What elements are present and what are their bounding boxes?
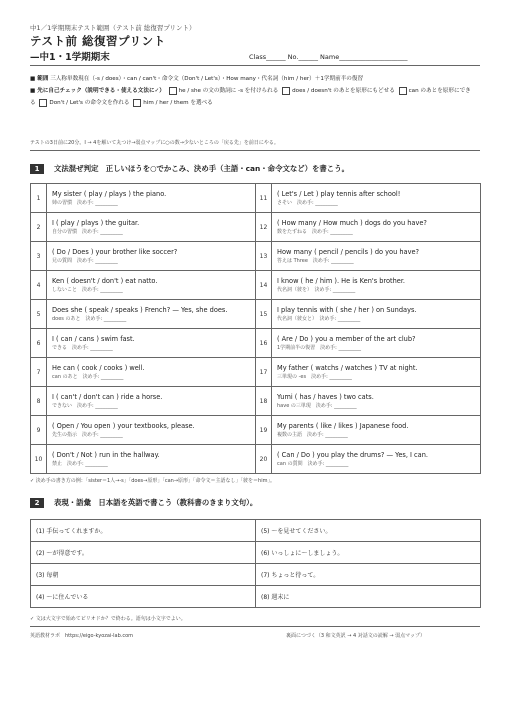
class-name-line: Class______ No.______ Name_____________________: [249, 53, 408, 61]
self-check-checkbox-1[interactable]: [169, 87, 177, 95]
question-hint: さそい 決め手: _________: [277, 200, 338, 206]
document-title: テスト前 総復習プリント: [30, 34, 166, 48]
question-sentence: ( Don't / Not ) run in the hallway.: [52, 451, 160, 459]
question-hint: 禁止 決め手: _________: [52, 461, 108, 467]
question-hint: 代名詞（彼を） 決め手: _________: [277, 287, 356, 293]
question-cell[interactable]: [47, 300, 256, 329]
question-sentence: ( Can / Do ) you play the drums? — Yes, I can.: [277, 451, 429, 459]
section-1-footnote: ✓ 決め手の書き方の例：「sister＝1人→-s」「does→原形」「can→原形」「命令文＝主語なし」「彼を＝him」。: [30, 478, 275, 484]
expression-item[interactable]: (6) いっしょに～しましょう。: [256, 542, 481, 564]
question-cell[interactable]: [272, 213, 481, 242]
question-number: 4: [31, 271, 47, 300]
question-sentence: ( Let's / Let ) play tennis after school!: [277, 190, 401, 198]
question-hint: しないこと 決め手: _________: [52, 287, 123, 293]
question-cell[interactable]: [47, 387, 256, 416]
question-number: 3: [31, 242, 47, 271]
question-hint: 姉の習慣 決め手: _________: [52, 200, 118, 206]
question-sentence: My sister ( play / plays ) the piano.: [52, 190, 167, 198]
expression-item[interactable]: (3) 毎朝: [31, 564, 256, 586]
question-number: 18: [256, 387, 272, 416]
footer-divider: [30, 626, 480, 627]
question-cell[interactable]: [47, 329, 256, 358]
expression-item[interactable]: (5) ～を見せてください。: [256, 520, 481, 542]
info-divider: [30, 150, 480, 151]
expression-row: [31, 564, 481, 586]
question-sentence: He can ( cook / cooks ) well.: [52, 364, 145, 372]
self-check-item-5: him / her / them を選べる: [143, 100, 213, 106]
question-cell[interactable]: [47, 213, 256, 242]
question-cell[interactable]: [47, 358, 256, 387]
question-sentence: Yumi ( has / haves ) two cats.: [277, 393, 374, 401]
expression-row: [31, 520, 481, 542]
scope-line: [30, 73, 475, 85]
question-row: [31, 271, 481, 300]
question-cell[interactable]: [272, 445, 481, 474]
question-cell[interactable]: [272, 242, 481, 271]
question-cell[interactable]: [47, 184, 256, 213]
question-number: 8: [31, 387, 47, 416]
question-cell[interactable]: [272, 300, 481, 329]
question-cell[interactable]: [272, 387, 481, 416]
section-2-title: 表現・語彙 日本語を英語で書こう（教科書のきまり文句）。: [54, 498, 258, 507]
expression-item[interactable]: (2) ～が得意です。: [31, 542, 256, 564]
question-number: 16: [256, 329, 272, 358]
section-1-heading: [30, 163, 349, 174]
header-divider: [30, 65, 480, 66]
question-sentence: ( Do / Does ) your brother like soccer?: [52, 248, 178, 256]
question-hint: できる 決め手: _________: [52, 345, 113, 351]
question-sentence: ( How many / How much ) dogs do you have?: [277, 219, 427, 227]
question-hint: 数をたずねる 決め手: _________: [277, 229, 353, 235]
document-subtitle: 中1／1学期期末テスト範囲（テスト前 総復習プリント）: [30, 24, 196, 32]
question-cell[interactable]: [47, 445, 256, 474]
question-hint: できない 決め手: _________: [52, 403, 118, 409]
question-hint: 答えは Three 決め手: _________: [277, 258, 354, 264]
question-number: 12: [256, 213, 272, 242]
section-1-title: 文法混ぜ判定 正しいほうを○でかこみ、決め手（主語・can・命令文など）を書こう。: [54, 164, 349, 173]
question-cell[interactable]: [47, 271, 256, 300]
self-check-checkbox-5[interactable]: [133, 99, 141, 107]
expression-row: [31, 542, 481, 564]
question-cell[interactable]: [272, 329, 481, 358]
grammar-question-table: [30, 183, 481, 474]
section-2-footnote: ✓ 文は大文字で始めてピリオドか？で終わる。語句は小文字でよい。: [30, 616, 186, 622]
question-cell[interactable]: [272, 416, 481, 445]
scope-text: 三人称単数現在（-s / does）・can / can't・命令文（Don't / Let's）・How many・代名詞（him / her）＋1学期前半の復習: [50, 76, 364, 82]
self-check-checkbox-3[interactable]: [399, 87, 407, 95]
question-sentence: How many ( pencil / pencils ) do you have?: [277, 248, 420, 256]
question-number: 2: [31, 213, 47, 242]
question-hint: 1学期前半の復習 決め手: _________: [277, 345, 361, 351]
question-row: [31, 387, 481, 416]
self-check-item-3: can のあとを原形にできる: [30, 88, 471, 106]
question-number: 6: [31, 329, 47, 358]
footer-continue-note: 裏面につづく（3 和文英訳 → 4 対話文の読解 → 弱点マップ）: [286, 633, 426, 639]
info-box: [30, 73, 475, 109]
question-sentence: I ( can't / don't can ) ride a horse.: [52, 393, 163, 401]
question-row: [31, 329, 481, 358]
question-hint: 兄の質問 決め手: _________: [52, 258, 118, 264]
section-2-heading: [30, 497, 257, 508]
question-hint: can の質問 決め手: _________: [277, 461, 349, 467]
expression-item[interactable]: (8) 週末に: [256, 586, 481, 608]
question-number: 17: [256, 358, 272, 387]
study-note: テストの3日前に20分。I → 4を解いて丸つけ→弱点マップに○の数→少ないところの「戻る先」を前日にやる。: [30, 140, 279, 146]
question-cell[interactable]: [47, 416, 256, 445]
self-check-label: ■ 先に自己チェック（説明できる・使える文法に✓）: [30, 88, 165, 94]
question-cell[interactable]: [272, 271, 481, 300]
expression-item[interactable]: (1) 手伝ってくれますか。: [31, 520, 256, 542]
question-sentence: Ken ( doesn't / don't ) eat natto.: [52, 277, 158, 285]
expression-table: [30, 519, 481, 608]
self-check-line: [30, 85, 475, 109]
question-number: 7: [31, 358, 47, 387]
question-sentence: My father ( watchs / watches ) TV at night.: [277, 364, 418, 372]
question-hint: 自分の習慣 決め手: _________: [52, 229, 123, 235]
question-row: [31, 184, 481, 213]
question-cell[interactable]: [47, 242, 256, 271]
question-number: 11: [256, 184, 272, 213]
question-number: 10: [31, 445, 47, 474]
question-cell[interactable]: [272, 358, 481, 387]
question-number: 20: [256, 445, 272, 474]
question-hint: 先生の指示 決め手: _________: [52, 432, 123, 438]
self-check-checkbox-4[interactable]: [39, 99, 47, 107]
question-number: 5: [31, 300, 47, 329]
self-check-item-4: Don't / Let's の命令文を作れる: [49, 100, 130, 106]
question-sentence: I ( can / cans ) swim fast.: [52, 335, 135, 343]
question-row: [31, 213, 481, 242]
question-hint: 三単現の -es 決め手: _________: [277, 374, 352, 380]
footer-site: 英語教材ラボ https://eigo-kyozai-lab.com: [30, 633, 134, 639]
question-number: 14: [256, 271, 272, 300]
question-hint: 複数の主語 決め手: _________: [277, 432, 348, 438]
section-2-number: 2: [30, 498, 44, 508]
question-sentence: I know ( he / him ). He is Ken's brother.: [277, 277, 406, 285]
question-hint: does のあと 決め手: _________: [52, 316, 127, 322]
question-row: [31, 300, 481, 329]
expression-row: [31, 586, 481, 608]
self-check-checkbox-2[interactable]: [282, 87, 290, 95]
document-title-grade: —中1・1学期期末: [30, 52, 110, 63]
question-sentence: ( Open / You open ) your textbooks, please.: [52, 422, 195, 430]
question-row: [31, 242, 481, 271]
expression-item[interactable]: (7) ちょっと待って。: [256, 564, 481, 586]
question-hint: 代名詞（彼女と） 決め手: _________: [277, 316, 361, 322]
self-check-item-1: he / she の文の動詞に -s を付けられる: [178, 88, 279, 94]
self-check-item-2: does / doesn't のあとを原形にもどせる: [292, 88, 395, 94]
question-number: 15: [256, 300, 272, 329]
question-row: [31, 358, 481, 387]
question-number: 1: [31, 184, 47, 213]
question-row: [31, 445, 481, 474]
question-number: 9: [31, 416, 47, 445]
section-1-number: 1: [30, 164, 44, 174]
question-sentence: Does she ( speak / speaks ) French? — Yes, she does.: [52, 306, 228, 314]
question-sentence: My parents ( like / likes ) Japanese food.: [277, 422, 409, 430]
question-hint: can のあと 決め手: _________: [52, 374, 124, 380]
question-sentence: I ( play / plays ) the guitar.: [52, 219, 140, 227]
question-hint: have の三単現 決め手: _________: [277, 403, 357, 409]
question-cell[interactable]: [272, 184, 481, 213]
expression-item[interactable]: (4) ～に住んでいる: [31, 586, 256, 608]
question-sentence: ( Are / Do ) you a member of the art club?: [277, 335, 416, 343]
scope-label: ■ 範囲: [30, 76, 49, 82]
question-number: 19: [256, 416, 272, 445]
question-number: 13: [256, 242, 272, 271]
question-row: [31, 416, 481, 445]
question-sentence: I play tennis with ( she / her ) on Sundays.: [277, 306, 417, 314]
